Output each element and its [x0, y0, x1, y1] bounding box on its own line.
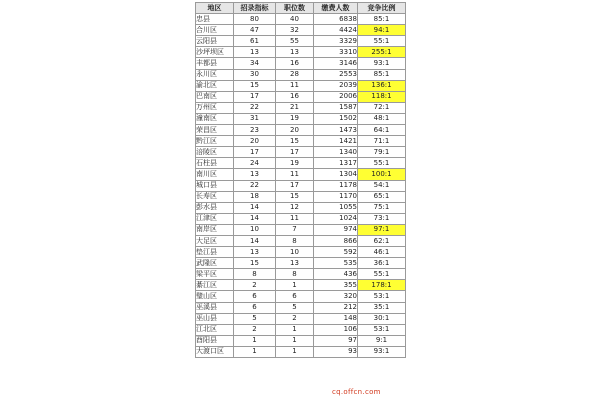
cell-ratio: 55:1	[358, 36, 406, 47]
table-row	[196, 269, 406, 280]
cell-applicants: 1587	[314, 102, 358, 113]
cell-ratio: 54:1	[358, 180, 406, 191]
cell-quota: 10	[234, 224, 276, 235]
cell-region: 垫江县	[196, 247, 234, 258]
cell-applicants: 1024	[314, 213, 358, 224]
cell-region: 忠县	[196, 14, 234, 25]
cell-quota: 30	[234, 69, 276, 80]
cell-jobs: 17	[276, 180, 314, 191]
table-row	[196, 258, 406, 269]
cell-region: 石柱县	[196, 158, 234, 169]
cell-quota: 1	[234, 335, 276, 346]
table-row	[196, 47, 406, 58]
cell-ratio: 65:1	[358, 191, 406, 202]
cell-region: 渝北区	[196, 80, 234, 91]
cell-ratio: 48:1	[358, 113, 406, 124]
cell-jobs: 11	[276, 80, 314, 91]
table-row	[196, 235, 406, 246]
table-row	[196, 69, 406, 80]
cell-jobs: 55	[276, 36, 314, 47]
cell-region: 丰都县	[196, 58, 234, 69]
cell-ratio: 72:1	[358, 102, 406, 113]
cell-jobs: 17	[276, 147, 314, 158]
cell-region: 綦江区	[196, 280, 234, 291]
table-row	[196, 158, 406, 169]
header-quota: 招录指标	[234, 3, 276, 14]
cell-ratio: 93:1	[358, 58, 406, 69]
cell-region: 巫山县	[196, 313, 234, 324]
header-applicants: 缴费人数	[314, 3, 358, 14]
cell-ratio: 62:1	[358, 235, 406, 246]
header-ratio: 竞争比例	[358, 3, 406, 14]
cell-jobs: 19	[276, 113, 314, 124]
cell-ratio: 118:1	[358, 91, 406, 102]
table-row	[196, 291, 406, 302]
cell-ratio: 73:1	[358, 213, 406, 224]
cell-applicants: 974	[314, 224, 358, 235]
watermark-text: cq.offcn.com	[332, 388, 381, 396]
cell-region: 酉阳县	[196, 335, 234, 346]
cell-quota: 23	[234, 125, 276, 136]
cell-jobs: 6	[276, 291, 314, 302]
cell-region: 江北区	[196, 324, 234, 335]
cell-ratio: 100:1	[358, 169, 406, 180]
cell-jobs: 10	[276, 247, 314, 258]
cell-jobs: 7	[276, 224, 314, 235]
cell-quota: 2	[234, 324, 276, 335]
cell-quota: 24	[234, 158, 276, 169]
cell-jobs: 11	[276, 213, 314, 224]
cell-applicants: 2553	[314, 69, 358, 80]
cell-quota: 2	[234, 280, 276, 291]
cell-jobs: 20	[276, 125, 314, 136]
table-row	[196, 80, 406, 91]
header-jobs: 职位数	[276, 3, 314, 14]
table-row	[196, 169, 406, 180]
cell-region: 巫溪县	[196, 302, 234, 313]
cell-quota: 5	[234, 313, 276, 324]
table-row	[196, 191, 406, 202]
table-row	[196, 180, 406, 191]
cell-applicants: 3310	[314, 47, 358, 58]
cell-region: 彭水县	[196, 202, 234, 213]
cell-jobs: 1	[276, 346, 314, 357]
cell-region: 城口县	[196, 180, 234, 191]
header-region: 地区	[196, 3, 234, 14]
table-row	[196, 113, 406, 124]
cell-region: 武隆区	[196, 258, 234, 269]
cell-applicants: 2006	[314, 91, 358, 102]
cell-ratio: 64:1	[358, 125, 406, 136]
table-row	[196, 302, 406, 313]
cell-region: 南川区	[196, 169, 234, 180]
cell-ratio: 93:1	[358, 346, 406, 357]
cell-jobs: 5	[276, 302, 314, 313]
cell-applicants: 1473	[314, 125, 358, 136]
cell-ratio: 71:1	[358, 136, 406, 147]
cell-quota: 47	[234, 25, 276, 36]
cell-jobs: 8	[276, 269, 314, 280]
cell-applicants: 436	[314, 269, 358, 280]
cell-ratio: 97:1	[358, 224, 406, 235]
cell-applicants: 355	[314, 280, 358, 291]
cell-ratio: 53:1	[358, 324, 406, 335]
cell-quota: 6	[234, 291, 276, 302]
table-row	[196, 247, 406, 258]
cell-quota: 31	[234, 113, 276, 124]
table-row	[196, 313, 406, 324]
cell-jobs: 21	[276, 102, 314, 113]
cell-region: 梁平区	[196, 269, 234, 280]
cell-jobs: 1	[276, 335, 314, 346]
cell-applicants: 866	[314, 235, 358, 246]
cell-region: 合川区	[196, 25, 234, 36]
cell-quota: 17	[234, 147, 276, 158]
cell-applicants: 148	[314, 313, 358, 324]
table-row	[196, 102, 406, 113]
cell-quota: 17	[234, 91, 276, 102]
cell-quota: 14	[234, 235, 276, 246]
cell-quota: 34	[234, 58, 276, 69]
cell-ratio: 35:1	[358, 302, 406, 313]
cell-jobs: 2	[276, 313, 314, 324]
cell-jobs: 15	[276, 136, 314, 147]
cell-jobs: 19	[276, 158, 314, 169]
cell-jobs: 8	[276, 235, 314, 246]
cell-quota: 13	[234, 47, 276, 58]
cell-ratio: 30:1	[358, 313, 406, 324]
cell-region: 大足区	[196, 235, 234, 246]
table-row	[196, 136, 406, 147]
cell-quota: 22	[234, 102, 276, 113]
table-row	[196, 346, 406, 357]
cell-applicants: 320	[314, 291, 358, 302]
cell-applicants: 93	[314, 346, 358, 357]
cell-ratio: 53:1	[358, 291, 406, 302]
cell-region: 荣昌区	[196, 125, 234, 136]
cell-quota: 22	[234, 180, 276, 191]
cell-ratio: 79:1	[358, 147, 406, 158]
cell-jobs: 40	[276, 14, 314, 25]
cell-jobs: 11	[276, 169, 314, 180]
cell-jobs: 15	[276, 191, 314, 202]
cell-quota: 80	[234, 14, 276, 25]
table-row	[196, 14, 406, 25]
cell-applicants: 1055	[314, 202, 358, 213]
cell-region: 涪陵区	[196, 147, 234, 158]
cell-jobs: 32	[276, 25, 314, 36]
cell-region: 黔江区	[196, 136, 234, 147]
table-row	[196, 280, 406, 291]
table-body	[196, 14, 406, 358]
cell-ratio: 94:1	[358, 25, 406, 36]
cell-ratio: 36:1	[358, 258, 406, 269]
cell-quota: 6	[234, 302, 276, 313]
cell-quota: 20	[234, 136, 276, 147]
cell-quota: 14	[234, 213, 276, 224]
table-row	[196, 324, 406, 335]
cell-ratio: 55:1	[358, 158, 406, 169]
table-row	[196, 25, 406, 36]
table-row	[196, 224, 406, 235]
header-row	[196, 3, 406, 14]
recruitment-table	[195, 2, 406, 358]
table-row	[196, 36, 406, 47]
cell-ratio: 46:1	[358, 247, 406, 258]
cell-jobs: 16	[276, 58, 314, 69]
cell-quota: 13	[234, 169, 276, 180]
cell-applicants: 212	[314, 302, 358, 313]
cell-applicants: 1178	[314, 180, 358, 191]
table-row	[196, 335, 406, 346]
cell-jobs: 28	[276, 69, 314, 80]
cell-region: 潼南区	[196, 113, 234, 124]
cell-quota: 8	[234, 269, 276, 280]
cell-region: 云阳县	[196, 36, 234, 47]
table-row	[196, 147, 406, 158]
cell-ratio: 178:1	[358, 280, 406, 291]
cell-quota: 18	[234, 191, 276, 202]
cell-quota: 61	[234, 36, 276, 47]
cell-jobs: 12	[276, 202, 314, 213]
cell-jobs: 1	[276, 324, 314, 335]
cell-ratio: 55:1	[358, 269, 406, 280]
cell-quota: 15	[234, 258, 276, 269]
cell-applicants: 3146	[314, 58, 358, 69]
cell-region: 南岸区	[196, 224, 234, 235]
cell-quota: 1	[234, 346, 276, 357]
cell-region: 璧山区	[196, 291, 234, 302]
cell-applicants: 3329	[314, 36, 358, 47]
cell-jobs: 1	[276, 280, 314, 291]
cell-region: 永川区	[196, 69, 234, 80]
cell-region: 沙坪坝区	[196, 47, 234, 58]
cell-jobs: 16	[276, 91, 314, 102]
cell-applicants: 1421	[314, 136, 358, 147]
cell-region: 长寿区	[196, 191, 234, 202]
cell-ratio: 75:1	[358, 202, 406, 213]
cell-applicants: 6838	[314, 14, 358, 25]
cell-applicants: 2039	[314, 80, 358, 91]
cell-applicants: 4424	[314, 25, 358, 36]
table-row	[196, 125, 406, 136]
cell-ratio: 255:1	[358, 47, 406, 58]
cell-ratio: 85:1	[358, 69, 406, 80]
cell-jobs: 13	[276, 258, 314, 269]
cell-region: 巴南区	[196, 91, 234, 102]
cell-applicants: 1502	[314, 113, 358, 124]
cell-applicants: 97	[314, 335, 358, 346]
cell-applicants: 1170	[314, 191, 358, 202]
cell-region: 万州区	[196, 102, 234, 113]
table-row	[196, 202, 406, 213]
cell-applicants: 535	[314, 258, 358, 269]
table-row	[196, 213, 406, 224]
table-row	[196, 58, 406, 69]
cell-quota: 15	[234, 80, 276, 91]
cell-quota: 14	[234, 202, 276, 213]
cell-jobs: 13	[276, 47, 314, 58]
cell-ratio: 85:1	[358, 14, 406, 25]
cell-region: 大渡口区	[196, 346, 234, 357]
cell-applicants: 1304	[314, 169, 358, 180]
cell-applicants: 106	[314, 324, 358, 335]
cell-applicants: 592	[314, 247, 358, 258]
cell-region: 江津区	[196, 213, 234, 224]
table-row	[196, 91, 406, 102]
cell-ratio: 136:1	[358, 80, 406, 91]
cell-quota: 13	[234, 247, 276, 258]
cell-ratio: 9:1	[358, 335, 406, 346]
cell-applicants: 1317	[314, 158, 358, 169]
cell-applicants: 1340	[314, 147, 358, 158]
